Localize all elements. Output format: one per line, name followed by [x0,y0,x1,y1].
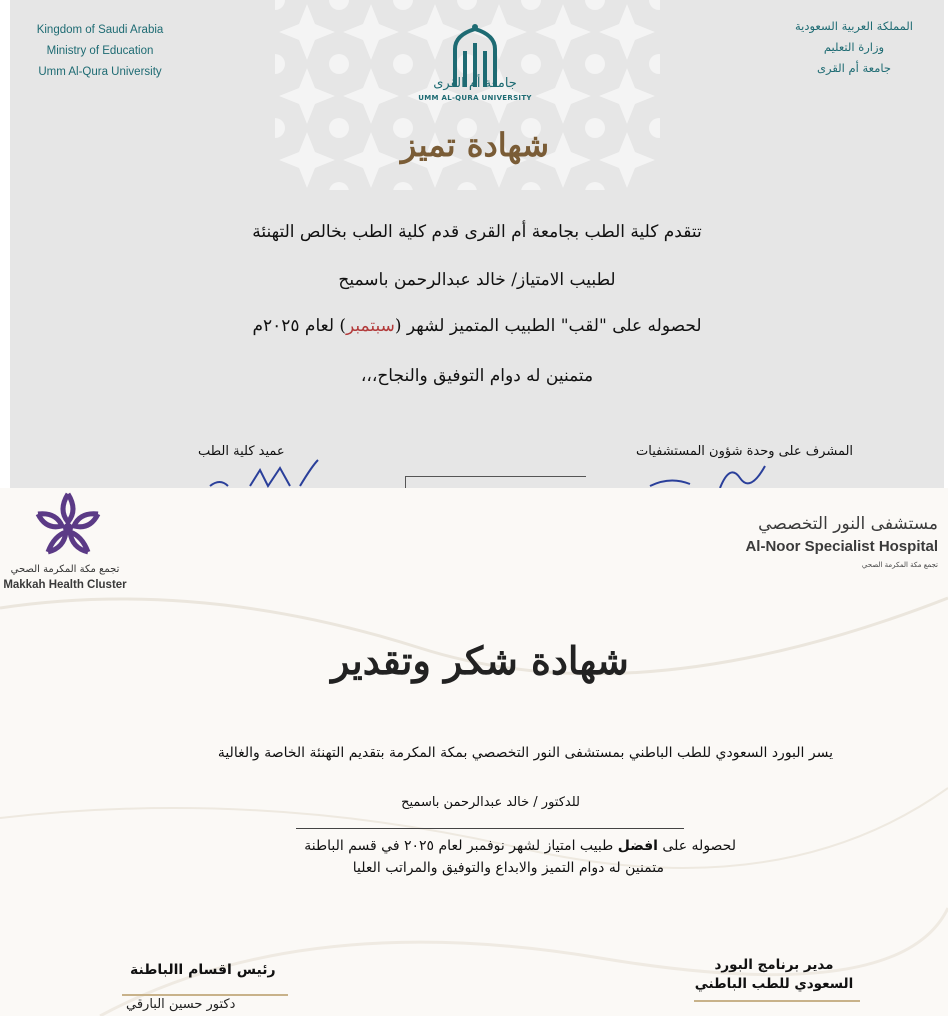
body2-line-4: متمنين له دوام التميز والابداع والتوفيق والمراتب العليا [352,860,664,876]
cluster-name-ar: تجمع مكة المكرمة الصحي [10,564,120,575]
signature-line-left [122,994,288,996]
stamp-box [405,476,586,488]
body-line-3 [10,316,944,336]
body-line-1: تتقدم كلية الطب بجامعة أم القرى قدم كلية الطب بخالص التهنئة [252,222,702,242]
uqu-logo-icon [410,6,540,106]
header-university-ar: جامعة أم القرى [817,61,891,75]
header-ministry-ar: وزارة التعليم [823,40,885,54]
signature-scribble-right [630,458,770,488]
body-line-2: لطبيب الامتياز/ خالد عبدالرحمن باسميح [338,270,616,290]
signature-dean-title: عميد كلية الطب [198,444,285,459]
alnoor-certificate [0,488,948,1016]
divider [296,828,684,829]
header-ministry: Ministry of Education [46,45,154,57]
body2-line-3 [304,838,736,854]
hospital-subtitle: تجمع مكة المكرمة الصحي [861,561,938,569]
signature-supervisor-title: المشرف على وحدة شؤون المستشفيات [636,444,854,459]
body2-line-2: للدكتور / خالد عبدالرحمن باسميح [401,795,580,810]
header-arabic [774,16,934,79]
signature-program-director-line1: مدير برنامج البورد [714,957,834,973]
body2-line-3-prefix: لحصوله على [657,838,736,854]
body2-line-3-suffix: طبيب امتياز لشهر نوفمبر لعام ٢٠٢٥ في قسم الباطنة [304,838,618,854]
cluster-name-en: Makkah Health Cluster [3,579,127,591]
certificate-title-2: شهادة شكر وتقدير [331,638,629,683]
body2-line-1: يسر البورد السعودي للطب الباطني بمستشفى النور التخصصي بمكة المكرمة بتقديم التهنئة الخاصة والغالية [217,745,833,761]
body-line-4: متمنين له دوام التوفيق والنجاح،،، [360,366,594,386]
hospital-name-ar: مستشفى النور التخصصي [758,514,938,534]
month-highlight: سبتمبر [346,316,395,336]
signature-line-right [694,1000,860,1002]
hospital-name-en: Al-Noor Specialist Hospital [745,538,938,555]
body-line-3-suffix: ) لعام ٢٠٢٥م [252,316,347,336]
uqu-logo-name-ar: جامعة أم القرى [433,76,517,91]
header-country: Kingdom of Saudi Arabia [36,24,164,36]
body-line-3-prefix: لحصوله على "لقب" الطبيب المتميز لشهر ( [394,316,702,336]
signature-head-internal-medicine-title: رئيس اقسام االباطنة [130,962,276,978]
signature-head-name: دكتور حسين البارقي [126,997,236,1012]
makkah-health-cluster-logo-icon [18,490,118,560]
header-university: Umm Al-Qura University [38,66,162,78]
header-country-ar: المملكة العربية السعودية [795,19,913,33]
signature-program-director-line2: السعودي للطب الباطني [694,976,854,992]
body2-line-3-bold: افضل [617,838,658,854]
certificate-title: شهادة تميز [400,126,550,164]
header-english [20,20,180,83]
signature-scribble-left [200,456,330,488]
uqu-certificate [10,0,944,488]
signature-program-director-title [690,956,858,994]
uqu-logo-name-en: UMM AL-QURA UNIVERSITY [418,94,532,102]
